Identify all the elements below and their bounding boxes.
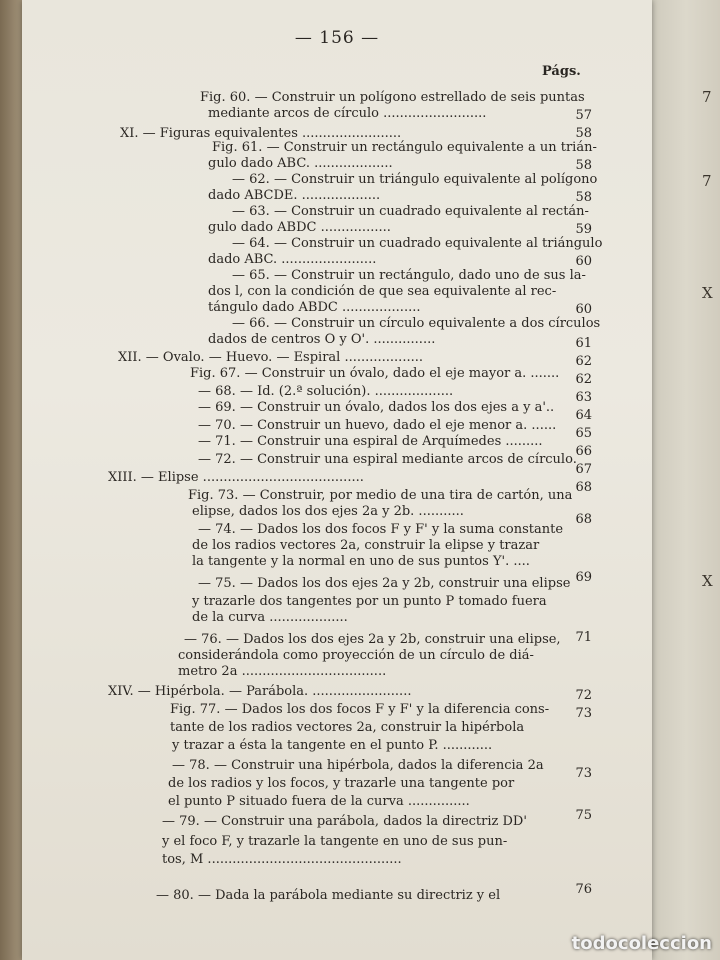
toc-line: XIV. — Hipérbola. — Parábola. ........................ xyxy=(108,684,412,699)
toc-line: — 72. — Construir una espiral mediante arcos de círculo. xyxy=(198,452,577,467)
toc-page-number: 72 xyxy=(575,688,592,703)
toc-line: — 71. — Construir una espiral de Arquímedes ......... xyxy=(198,434,543,449)
toc-line: — 70. — Construir un huevo, dado el eje menor a. ...... xyxy=(198,418,557,433)
toc-line: dados de centros O y O'. ............... xyxy=(208,332,436,347)
toc-page-number: 62 xyxy=(575,372,592,387)
toc-page-number: 64 xyxy=(575,408,592,423)
toc-line: tángulo dado ABDC ................... xyxy=(208,300,421,315)
toc-page-number: 68 xyxy=(575,480,592,495)
toc-line: mediante arcos de círculo ......................... xyxy=(208,106,487,121)
next-page-mark: 7 xyxy=(702,88,712,106)
toc-page-number: 73 xyxy=(575,766,592,781)
toc-page-number: 69 xyxy=(575,570,592,585)
watermark-brand: todocoleccion xyxy=(571,933,712,954)
toc-line: gulo dado ABC. ................... xyxy=(208,156,393,171)
page-folio: — 156 — xyxy=(294,28,380,48)
toc-line: dado ABCDE. ................... xyxy=(208,188,381,203)
toc-line: Fig. 60. — Construir un polígono estrellado de seis puntas xyxy=(200,90,585,105)
toc-line: dado ABC. ....................... xyxy=(208,252,377,267)
toc-page-number: 60 xyxy=(575,254,592,269)
toc-line: el punto P situado fuera de la curva ............... xyxy=(168,794,470,809)
toc-line: — 66. — Construir un círculo equivalente a dos círculos xyxy=(232,316,601,331)
toc-line: y trazarle dos tangentes por un punto P tomado fuera xyxy=(192,594,547,609)
toc-line: — 78. — Construir una hipérbola, dados la diferencia 2a xyxy=(172,758,544,773)
toc-page-number: 68 xyxy=(575,512,592,527)
toc-line: tante de los radios vectores 2a, construir la hipérbola xyxy=(170,720,525,735)
toc-line: — 75. — Dados los dos ejes 2a y 2b, construir una elipse xyxy=(198,576,571,591)
toc-line: — 65. — Construir un rectángulo, dado uno de sus la- xyxy=(232,268,586,283)
toc-line: — 79. — Construir una parábola, dados la directriz DD' xyxy=(162,814,527,829)
next-page-mark: X xyxy=(702,284,713,302)
next-page-mark: 7 xyxy=(702,172,712,190)
toc-line: — 74. — Dados los dos focos F y F' y la suma constante xyxy=(198,522,564,537)
toc-page-number: 75 xyxy=(575,808,592,823)
toc-line: metro 2a ................................... xyxy=(178,664,387,679)
toc-line: — 64. — Construir un cuadrado equivalente al triángulo xyxy=(232,236,603,251)
toc-page-number: 62 xyxy=(575,354,592,369)
toc-page-number: 58 xyxy=(575,126,592,141)
toc-line: XI. — Figuras equivalentes ........................ xyxy=(120,126,402,141)
toc-page-number: 58 xyxy=(575,190,592,205)
toc-page-number: 59 xyxy=(575,222,592,237)
toc-page-number: 67 xyxy=(575,462,592,477)
toc-line: elipse, dados los dos ejes 2a y 2b. ........... xyxy=(192,504,464,519)
next-page-edge xyxy=(652,0,720,960)
toc-line: de los radios vectores 2a, construir la elipse y trazar xyxy=(192,538,540,553)
toc-line: XII. — Ovalo. — Huevo. — Espiral ................... xyxy=(118,350,423,365)
toc-line: y trazar a ésta la tangente en el punto P. ............ xyxy=(172,738,493,753)
toc-line: — 76. — Dados los dos ejes 2a y 2b, construir una elipse, xyxy=(184,632,561,647)
toc-line: — 62. — Construir un triángulo equivalente al polígono xyxy=(232,172,598,187)
toc-page-number: 58 xyxy=(575,158,592,173)
toc-line: Fig. 67. — Construir un óvalo, dado el eje mayor a. ....... xyxy=(190,366,560,381)
toc-page-number: 66 xyxy=(575,444,592,459)
toc-line: de la curva ................... xyxy=(192,610,348,625)
toc-line: — 80. — Dada la parábola mediante su directriz y el xyxy=(156,888,501,903)
toc-page-number: 71 xyxy=(575,630,592,645)
toc-page-number: 65 xyxy=(575,426,592,441)
toc-line: dos l, con la condición de que sea equivalente al rec- xyxy=(208,284,557,299)
watermark-logo xyxy=(572,933,712,954)
toc-line: — 69. — Construir un óvalo, dados los dos ejes a y a'.. xyxy=(198,400,555,415)
toc-line: la tangente y la normal en uno de sus puntos Y'. .... xyxy=(192,554,530,569)
toc-page-number: 73 xyxy=(575,706,592,721)
toc-line: y el foco F, y trazarle la tangente en uno de sus pun- xyxy=(162,834,508,849)
pags-header: Págs. xyxy=(542,64,581,79)
toc-line: — 68. — Id. (2.ª solución). ................... xyxy=(198,384,454,399)
toc-page-number: 61 xyxy=(575,336,592,351)
toc-page-number: 76 xyxy=(575,882,592,897)
toc-line: tos, M ............................................... xyxy=(162,852,402,867)
toc-line: gulo dado ABDC ................. xyxy=(208,220,391,235)
toc-line: Fig. 61. — Construir un rectángulo equivalente a un trián- xyxy=(212,140,597,155)
toc-line: XIII. — Elipse ....................................... xyxy=(108,470,364,485)
toc-line: Fig. 77. — Dados los dos focos F y F' y la diferencia cons- xyxy=(170,702,550,717)
book-page xyxy=(22,0,652,960)
toc-line: de los radios y los focos, y trazarle una tangente por xyxy=(168,776,515,791)
toc-line: considerándola como proyección de un círculo de diá- xyxy=(178,648,534,663)
toc-page-number: 57 xyxy=(575,108,592,123)
toc-page-number: 60 xyxy=(575,302,592,317)
toc-page-number: 63 xyxy=(575,390,592,405)
toc-line: — 63. — Construir un cuadrado equivalente al rectán- xyxy=(232,204,589,219)
next-page-mark: X xyxy=(702,572,713,590)
toc-line: Fig. 73. — Construir, por medio de una tira de cartón, una xyxy=(188,488,573,503)
